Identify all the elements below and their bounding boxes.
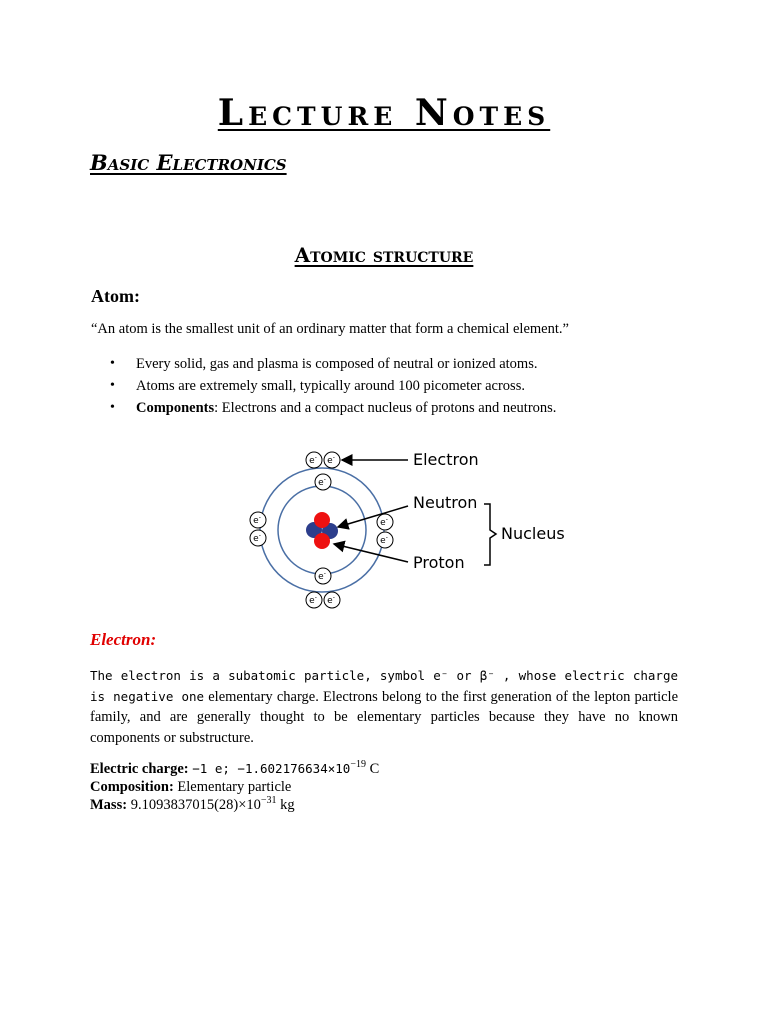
proton-label: Proton [413,553,465,572]
electron-marker [315,568,331,584]
electron-symbol: e- [380,534,388,546]
list-item [110,399,556,421]
electron-symbol: e- [318,476,326,488]
charge-value: −1 e; −1.602176634×10 [192,761,351,776]
charge-label: Electric charge: [90,761,189,777]
mass-label: Mass: [90,797,128,813]
atom-definition-quote: “An atom is the smallest unit of an ordinary matter that form a chemical element.” [91,321,569,337]
atom-diagram [240,440,570,615]
electron-heading: Electron: [90,630,157,649]
bullet-text: Atoms are extremely small, typically around 100 picometer across. [136,378,525,394]
electron-symbol: e- [380,516,388,528]
mass-value: 9.1093837015(28)×10 [127,797,261,813]
list-item [110,355,556,377]
electron-marker [377,532,393,548]
electron-marker [324,592,340,608]
neutron-arrow [338,506,408,527]
paragraph-rest: elementary charge. Electrons belong to the first generation of the lepton particle family, and are generally thought to be elementary particles because they have no known components or substructure. [90,688,679,746]
electron-marker [250,530,266,546]
electron-marker [250,512,266,528]
electron-symbol: e- [318,570,326,582]
section-title: Atomic structure [294,243,474,267]
atom-bullet-list [110,355,556,421]
list-item [110,377,556,399]
charge-exponent: −19 [350,759,366,771]
electron-marker [306,592,322,608]
composition-label: Composition: [90,779,174,795]
bullet-text: Every solid, gas and plasma is composed of neutral or ionized atoms. [136,356,538,372]
electron-symbol: e- [253,532,261,544]
electron-symbol: e- [309,454,317,466]
paragraph-line-1: The electron is a subatomic particle, symbol e⁻ or β⁻ , whose electric charge is negative one [90,668,678,704]
subtitle: Basic Electronics [90,150,287,175]
electric-charge-row [90,760,379,778]
mass-row [90,796,379,814]
mass-unit: kg [276,797,295,813]
electron-marker [377,514,393,530]
bullet-text: : Electrons and a compact nucleus of protons and neutrons. [214,400,557,416]
neutron-label: Neutron [413,493,478,512]
electron-symbol: e- [253,514,261,526]
proton-sphere [314,533,330,549]
page-title: Lecture Notes [217,92,551,134]
charge-unit: C [365,761,380,777]
electron-marker [306,452,322,468]
electron-facts [90,760,379,814]
bullet-lead: Components [136,400,215,416]
electron-symbol: e- [327,454,335,466]
atom-heading: Atom: [91,286,140,306]
mass-exponent: −31 [260,795,277,807]
nucleus-bracket [484,504,496,565]
proton-sphere [314,512,330,528]
electron-symbol: e- [327,594,335,606]
composition-value: Elementary particle [173,779,292,795]
electron-marker [324,452,340,468]
electron-symbol: e- [309,594,317,606]
nucleus-cluster [306,512,338,549]
electron-paragraph [90,666,678,748]
composition-row [90,778,379,796]
electron-label: Electron [413,450,479,469]
electron-marker [315,474,331,490]
proton-arrow [334,544,408,562]
nucleus-label: Nucleus [501,524,565,543]
